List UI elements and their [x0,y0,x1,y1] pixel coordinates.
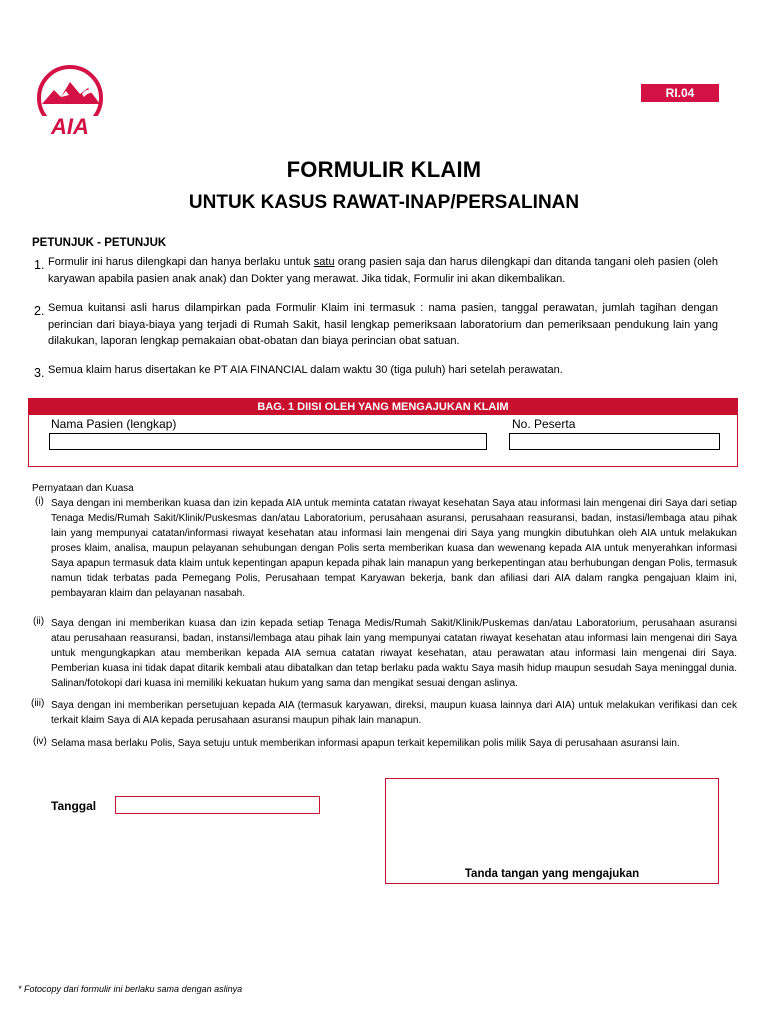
footnote: * Fotocopy dari formulir ini berlaku sama dengan aslinya [18,984,243,994]
aia-logo [28,64,112,138]
instruction-number: 1. [34,258,45,272]
declaration-label: (iii) [31,698,45,709]
member-number-label: No. Peserta [512,417,576,431]
instruction-underlined-text: satu [313,256,335,268]
patient-name-label: Nama Pasien (lengkap) [51,417,177,431]
declaration-heading: Pernyataan dan Kuasa [32,483,134,494]
declaration-item: Selama masa berlaku Polis, Saya setuju untuk memberikan informasi apapun terkait kepemilikan polis milik Saya di perusahaan asuransi lain. [51,738,680,749]
instruction-text: Formulir ini harus dilengkapi dan hanya berlaku untuk [48,256,314,268]
svg-text:AIA: AIA [51,114,89,138]
declaration-label: (ii) [33,616,45,627]
form-code-badge: RI.04 [641,84,719,102]
form-subtitle: UNTUK KASUS RAWAT-INAP/PERSALINAN [188,192,580,213]
form-title: FORMULIR KLAIM [286,157,482,182]
instructions-heading: PETUNJUK - PETUNJUK [32,237,167,249]
instruction-item: Semua klaim harus disertakan ke PT AIA FINANCIAL dalam waktu 30 (tiga puluh) hari setelah perawatan. [48,364,563,376]
declaration-label: (iv) [33,736,47,747]
declaration-item: Saya dengan ini memberikan kuasa dan izin kepada AIA untuk meminta catatan riwayat kesehatan Saya atau informasi lain mengenai diri Saya dari setiap Tenaga Medis/Rumah Sakit/Klinik/Puskesmas dan/atau Laboratorium, perusahaan asuransi, perusahaan reasuransi, badan, instasi/lembaga atau pihak lain yang mempunyai catatan/informasi riwayat kesehatan atau informasi lain mengenai diri Saya yang mungkin dibutuhkan oleh AIA untuk melakukan proses klaim, analisa, maupun pelayanan sehubungan dengan Polis serta memberikan kuasa dan wewenang kepada AIA untuk menyerahkan informasi Saya apapun termasuk data klaim untuk kepentingan apapun kepada pihak lain manapun yang berkepentingan atau berhubungan dengan Polis, termasuk namun tidak terbatas pada Pemegang Polis, Perusahaan tempat Karyawan bekerja, bank dan afiliasi dari AIA dalam rangka pengajuan klaim ini, pembayaran klaim dan pelayanan nasabah. [51,498,737,599]
declaration-label: (i) [35,496,44,507]
signature-box[interactable] [385,778,719,884]
member-number-field[interactable] [509,433,720,450]
signature-label: Tanda tangan yang mengajukan [464,868,640,880]
instruction-item [48,254,718,287]
date-field[interactable] [115,796,320,814]
date-label: Tanggal [51,799,97,813]
instruction-number: 2. [34,304,45,318]
declaration-item: Saya dengan ini memberikan kuasa dan izin kepada setiap Tenaga Medis/Rumah Sakit/Klinik/Puskemas dan/atau Laboratorium, perusahaan asuransi atau perusahaan reasuransi, badan, instansi/lembaga atau pihak lain yang mempunyai catatan riwayat kesehatan atau informasi lain mengenai diri Saya untuk mengungkapkan atau memberikan kepada AIA semua catatan riwayat kesehatan, atau perawatan atau informasi lain mengenai diri Saya. Pemberian kuasa ini tidak dapat ditarik kembali atau dibatalkan dan tetap berlaku pada waktu Saya masih hidup maupun sesudah Saya meninggal dunia. Salinan/fotokopi dari kuasa ini memiliki kekuatan hukum yang sama dan mengikat sesuai dengan aslinya. [51,618,737,689]
aia-logo-graphic [28,64,112,138]
patient-name-field[interactable] [49,433,487,450]
declaration-item: Saya dengan ini memberikan persetujuan kepada AIA (termasuk karyawan, direksi, maupun kuasa lainnya dari AIA) untuk melakukan verifikasi dan cek terkait klaim Saya di AIA kepada perusahaan asuransi maupun pihak lain manapun. [51,700,737,726]
instruction-text: orang pasien saja dan harus dilengkapi dan ditanda tangani oleh pasien (oleh karyawan apabila pasien anak anak) dan Dokter yang merawat. Jika tidak, Formulir ini akan dikembalikan. [48,256,718,285]
section-1-header: BAG. 1 DIISI OLEH YANG MENGAJUKAN KLAIM [29,399,737,415]
instruction-item: Semua kuitansi asli harus dilampirkan pada Formulir Klaim ini termasuk : nama pasien, tanggal perawatan, jumlah tagihan dengan perincian dari biaya-biaya yang terjadi di Rumah Sakit, hasil lengkap pemeriksaan laboratorium dan pemeriksaan pendukung lain yang dilakukan, laporan lengkap pemakaian obat-obatan dan biaya perincian obat satuan. [48,302,718,347]
section-1-claimant [28,398,738,467]
instruction-number: 3. [34,366,45,380]
